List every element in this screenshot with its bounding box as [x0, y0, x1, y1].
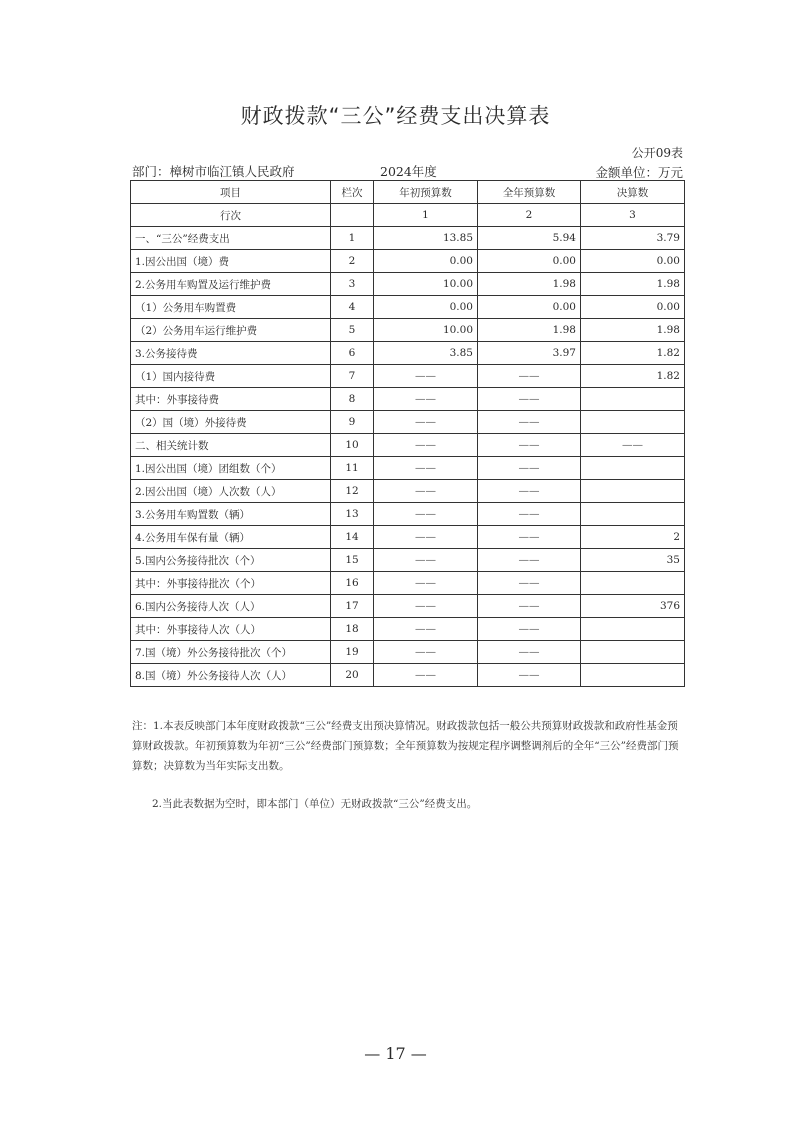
row-final-account: 1.98: [581, 319, 685, 342]
row-annual-budget: 0.00: [478, 296, 581, 319]
row-seq: 15: [331, 549, 374, 572]
row-annual-budget: ——: [478, 365, 581, 388]
row-seq: 19: [331, 641, 374, 664]
index-label: 行次: [131, 204, 331, 227]
row-annual-budget: ——: [478, 411, 581, 434]
row-annual-budget: ——: [478, 572, 581, 595]
row-initial-budget: ——: [374, 595, 478, 618]
row-initial-budget: ——: [374, 526, 478, 549]
row-annual-budget: ——: [478, 664, 581, 687]
row-annual-budget: ——: [478, 641, 581, 664]
row-final-account: 2: [581, 526, 685, 549]
table-row: [131, 526, 685, 549]
row-seq: 16: [331, 572, 374, 595]
header-initial-budget: 年初预算数: [374, 181, 478, 204]
row-initial-budget: 0.00: [374, 296, 478, 319]
row-item-label: 其中：外事接待人次（人）: [131, 618, 331, 641]
row-annual-budget: 3.97: [478, 342, 581, 365]
row-annual-budget: ——: [478, 434, 581, 457]
table-row: [131, 503, 685, 526]
fiscal-year: 2024年度: [380, 164, 437, 179]
header-annual-budget: 全年预算数: [478, 181, 581, 204]
row-item-label: 一、“三公”经费支出: [131, 227, 331, 250]
row-annual-budget: ——: [478, 618, 581, 641]
table-header-row: [131, 181, 685, 204]
row-item-label: 3.公务用车购置数（辆）: [131, 503, 331, 526]
row-item-label: （1）公务用车购置费: [131, 296, 331, 319]
row-final-account: [581, 503, 685, 526]
table-row: [131, 480, 685, 503]
row-final-account: 0.00: [581, 250, 685, 273]
row-final-account: [581, 411, 685, 434]
row-initial-budget: ——: [374, 618, 478, 641]
table-note-2: 2.当此表数据为空时，即本部门（单位）无财政拨款“三公”经费支出。: [152, 798, 478, 810]
page-number: — 17 —: [364, 1044, 427, 1063]
row-final-account: [581, 457, 685, 480]
index-seq: [331, 204, 374, 227]
row-final-account: [581, 572, 685, 595]
table-row: [131, 549, 685, 572]
row-seq: 2: [331, 250, 374, 273]
row-annual-budget: ——: [478, 549, 581, 572]
row-initial-budget: ——: [374, 664, 478, 687]
three-public-expenses-table: [130, 180, 685, 687]
row-item-label: 其中：外事接待批次（个）: [131, 572, 331, 595]
row-seq: 17: [331, 595, 374, 618]
row-final-account: [581, 641, 685, 664]
row-annual-budget: ——: [478, 526, 581, 549]
row-item-label: 其中：外事接待费: [131, 388, 331, 411]
row-initial-budget: ——: [374, 641, 478, 664]
table-row: [131, 319, 685, 342]
table-row: [131, 273, 685, 296]
row-final-account: 3.79: [581, 227, 685, 250]
row-seq: 18: [331, 618, 374, 641]
table-row: [131, 595, 685, 618]
table-row: [131, 388, 685, 411]
row-seq: 9: [331, 411, 374, 434]
row-annual-budget: ——: [478, 480, 581, 503]
table-note-1: 注：1.本表反映部门本年度财政拨款“三公”经费支出预决算情况。财政拨款包括一般公共预算财政拨款和政府性基金预算财政拨款。年初预算数为年初“三公”经费部门预算数；全年预算数为按规定程序调整调剂后的全年“三公”经费部门预算数；决算数为当年实际支出数。: [132, 720, 679, 772]
row-final-account: 1.82: [581, 365, 685, 388]
row-seq: 11: [331, 457, 374, 480]
row-seq: 20: [331, 664, 374, 687]
row-final-account: [581, 618, 685, 641]
page-title: 财政拨款“三公”经费支出决算表: [240, 104, 551, 128]
row-seq: 5: [331, 319, 374, 342]
row-initial-budget: ——: [374, 503, 478, 526]
table-row: [131, 227, 685, 250]
row-final-account: 1.82: [581, 342, 685, 365]
row-initial-budget: 10.00: [374, 319, 478, 342]
row-seq: 7: [331, 365, 374, 388]
row-item-label: 1.因公出国（境）团组数（个）: [131, 457, 331, 480]
row-item-label: （2）国（境）外接待费: [131, 411, 331, 434]
row-item-label: 7.国（境）外公务接待批次（个）: [131, 641, 331, 664]
row-item-label: 4.公务用车保有量（辆）: [131, 526, 331, 549]
row-item-label: （1）国内接待费: [131, 365, 331, 388]
table-row: [131, 641, 685, 664]
table-row: [131, 618, 685, 641]
header-item: 项目: [131, 181, 331, 204]
row-item-label: 3.公务接待费: [131, 342, 331, 365]
row-initial-budget: ——: [374, 434, 478, 457]
row-final-account: 376: [581, 595, 685, 618]
row-item-label: 二、相关统计数: [131, 434, 331, 457]
row-seq: 1: [331, 227, 374, 250]
row-seq: 14: [331, 526, 374, 549]
table-row: [131, 434, 685, 457]
table-row: [131, 365, 685, 388]
table-index-row: [131, 204, 685, 227]
form-number: 公开09表: [631, 146, 683, 160]
row-seq: 10: [331, 434, 374, 457]
row-item-label: 8.国（境）外公务接待人次（人）: [131, 664, 331, 687]
table-row: [131, 250, 685, 273]
row-final-account: [581, 388, 685, 411]
row-annual-budget: ——: [478, 595, 581, 618]
row-final-account: 0.00: [581, 296, 685, 319]
table-row: [131, 296, 685, 319]
row-seq: 13: [331, 503, 374, 526]
row-final-account: 1.98: [581, 273, 685, 296]
row-initial-budget: ——: [374, 549, 478, 572]
row-initial-budget: ——: [374, 480, 478, 503]
row-annual-budget: 1.98: [478, 273, 581, 296]
row-annual-budget: 1.98: [478, 319, 581, 342]
header-seq: 栏次: [331, 181, 374, 204]
row-annual-budget: 5.94: [478, 227, 581, 250]
index-col-1: 1: [374, 204, 478, 227]
row-initial-budget: ——: [374, 365, 478, 388]
index-col-2: 2: [478, 204, 581, 227]
row-item-label: 5.国内公务接待批次（个）: [131, 549, 331, 572]
row-item-label: （2）公务用车运行维护费: [131, 319, 331, 342]
department-label: 部门：樟树市临江镇人民政府: [132, 164, 295, 179]
row-seq: 8: [331, 388, 374, 411]
row-seq: 3: [331, 273, 374, 296]
table-row: [131, 572, 685, 595]
row-initial-budget: ——: [374, 457, 478, 480]
row-initial-budget: ——: [374, 572, 478, 595]
row-initial-budget: ——: [374, 388, 478, 411]
table-row: [131, 411, 685, 434]
row-seq: 6: [331, 342, 374, 365]
amount-unit: 金额单位：万元: [595, 165, 683, 180]
row-initial-budget: 3.85: [374, 342, 478, 365]
row-final-account: [581, 480, 685, 503]
row-final-account: ——: [581, 434, 685, 457]
row-item-label: 2.公务用车购置及运行维护费: [131, 273, 331, 296]
row-seq: 12: [331, 480, 374, 503]
table-row: [131, 342, 685, 365]
row-annual-budget: ——: [478, 457, 581, 480]
row-initial-budget: 13.85: [374, 227, 478, 250]
row-annual-budget: ——: [478, 503, 581, 526]
row-annual-budget: 0.00: [478, 250, 581, 273]
table-row: [131, 457, 685, 480]
row-annual-budget: ——: [478, 388, 581, 411]
row-initial-budget: 10.00: [374, 273, 478, 296]
row-item-label: 6.国内公务接待人次（人）: [131, 595, 331, 618]
row-initial-budget: ——: [374, 411, 478, 434]
table-row: [131, 664, 685, 687]
row-initial-budget: 0.00: [374, 250, 478, 273]
row-item-label: 1.因公出国（境）费: [131, 250, 331, 273]
index-col-3: 3: [581, 204, 685, 227]
header-final-account: 决算数: [581, 181, 685, 204]
row-seq: 4: [331, 296, 374, 319]
row-final-account: [581, 664, 685, 687]
row-item-label: 2.因公出国（境）人次数（人）: [131, 480, 331, 503]
row-final-account: 35: [581, 549, 685, 572]
